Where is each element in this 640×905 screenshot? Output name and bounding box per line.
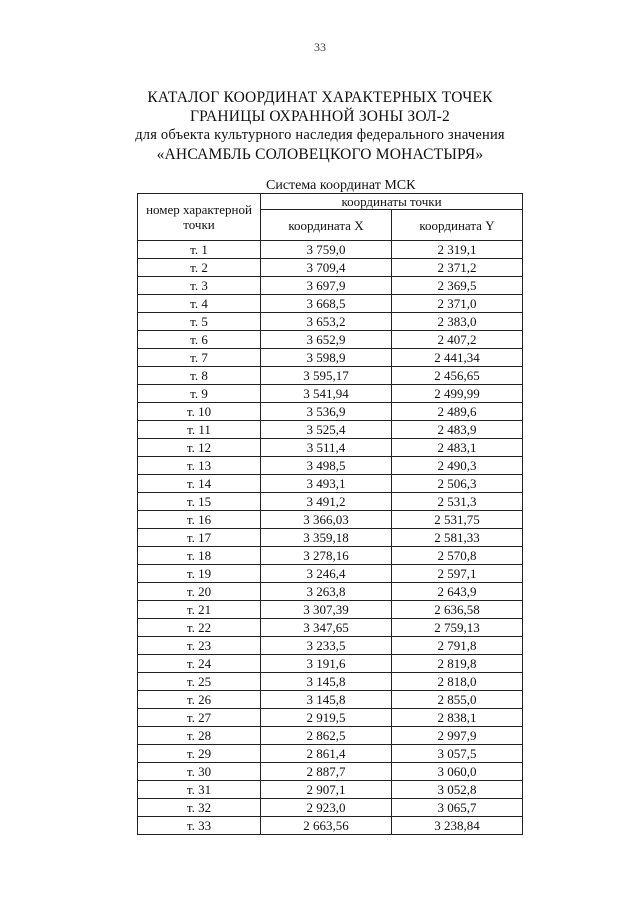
- table-body: [138, 241, 523, 835]
- y-cell: 2 855,0: [392, 691, 523, 709]
- table-row: [138, 601, 523, 619]
- header-coordinate-x: координата X: [261, 210, 392, 241]
- header-point-number: номер характерной точки: [138, 194, 261, 241]
- table-row: [138, 817, 523, 835]
- title-line-1: КАТАЛОГ КООРДИНАТ ХАРАКТЕРНЫХ ТОЧЕК: [147, 89, 493, 106]
- table-row: [138, 709, 523, 727]
- point-cell: т. 20: [138, 583, 261, 601]
- point-cell: т. 3: [138, 277, 261, 295]
- table-row: [138, 673, 523, 691]
- title-line-2: ГРАНИЦЫ ОХРАННОЙ ЗОНЫ ЗОЛ-2: [190, 108, 450, 125]
- x-cell: 3 307,39: [261, 601, 392, 619]
- point-cell: т. 6: [138, 331, 261, 349]
- y-cell: 3 238,84: [392, 817, 523, 835]
- x-cell: 2 663,56: [261, 817, 392, 835]
- table-row: [138, 637, 523, 655]
- y-cell: 2 570,8: [392, 547, 523, 565]
- y-cell: 2 319,1: [392, 241, 523, 259]
- x-cell: 3 536,9: [261, 403, 392, 421]
- point-cell: т. 11: [138, 421, 261, 439]
- x-cell: 3 595,17: [261, 367, 392, 385]
- y-cell: 2 441,34: [392, 349, 523, 367]
- y-cell: 2 581,33: [392, 529, 523, 547]
- x-cell: 3 145,8: [261, 691, 392, 709]
- point-cell: т. 16: [138, 511, 261, 529]
- table-row: [138, 259, 523, 277]
- y-cell: 2 371,2: [392, 259, 523, 277]
- point-cell: т. 5: [138, 313, 261, 331]
- table-row: [138, 295, 523, 313]
- table-row: [138, 565, 523, 583]
- table-row: [138, 313, 523, 331]
- x-cell: 3 145,8: [261, 673, 392, 691]
- point-cell: т. 22: [138, 619, 261, 637]
- table-row: [138, 529, 523, 547]
- point-cell: т. 7: [138, 349, 261, 367]
- y-cell: 3 057,5: [392, 745, 523, 763]
- x-cell: 3 498,5: [261, 457, 392, 475]
- point-cell: т. 31: [138, 781, 261, 799]
- point-cell: т. 14: [138, 475, 261, 493]
- x-cell: 2 923,0: [261, 799, 392, 817]
- x-cell: 3 233,5: [261, 637, 392, 655]
- table-row: [138, 277, 523, 295]
- x-cell: 3 598,9: [261, 349, 392, 367]
- y-cell: 3 065,7: [392, 799, 523, 817]
- point-cell: т. 12: [138, 439, 261, 457]
- x-cell: 3 511,4: [261, 439, 392, 457]
- table-row: [138, 349, 523, 367]
- y-cell: 2 371,0: [392, 295, 523, 313]
- point-cell: т. 33: [138, 817, 261, 835]
- point-cell: т. 32: [138, 799, 261, 817]
- y-cell: 2 490,3: [392, 457, 523, 475]
- point-cell: т. 2: [138, 259, 261, 277]
- table-row: [138, 385, 523, 403]
- page-number: 33: [314, 40, 326, 54]
- y-cell: 2 506,3: [392, 475, 523, 493]
- x-cell: 2 861,4: [261, 745, 392, 763]
- point-cell: т. 27: [138, 709, 261, 727]
- y-cell: 2 643,9: [392, 583, 523, 601]
- x-cell: 3 366,03: [261, 511, 392, 529]
- point-cell: т. 13: [138, 457, 261, 475]
- table-row: [138, 493, 523, 511]
- table-row: [138, 421, 523, 439]
- point-cell: т. 21: [138, 601, 261, 619]
- y-cell: 2 636,58: [392, 601, 523, 619]
- table-row: [138, 439, 523, 457]
- y-cell: 3 060,0: [392, 763, 523, 781]
- header-point-coordinates: координаты точки: [261, 194, 523, 210]
- y-cell: 2 407,2: [392, 331, 523, 349]
- point-cell: т. 9: [138, 385, 261, 403]
- table-row: [138, 619, 523, 637]
- table-row: [138, 241, 523, 259]
- x-cell: 3 541,94: [261, 385, 392, 403]
- x-cell: 3 191,6: [261, 655, 392, 673]
- x-cell: 3 347,65: [261, 619, 392, 637]
- x-cell: 2 919,5: [261, 709, 392, 727]
- x-cell: 3 697,9: [261, 277, 392, 295]
- y-cell: 2 838,1: [392, 709, 523, 727]
- table-row: [138, 511, 523, 529]
- y-cell: 2 997,9: [392, 727, 523, 745]
- table-row: [138, 367, 523, 385]
- point-cell: т. 18: [138, 547, 261, 565]
- table-row: [138, 799, 523, 817]
- table-row: [138, 547, 523, 565]
- y-cell: 2 759,13: [392, 619, 523, 637]
- table-row: [138, 745, 523, 763]
- point-cell: т. 1: [138, 241, 261, 259]
- x-cell: 2 887,7: [261, 763, 392, 781]
- x-cell: 2 907,1: [261, 781, 392, 799]
- x-cell: 3 652,9: [261, 331, 392, 349]
- x-cell: 3 668,5: [261, 295, 392, 313]
- table-row: [138, 763, 523, 781]
- title-line-3: для объекта культурного наследия федерального значения: [135, 127, 505, 143]
- y-cell: 2 597,1: [392, 565, 523, 583]
- coordinates-table: [137, 193, 523, 835]
- point-cell: т. 17: [138, 529, 261, 547]
- table-row: [138, 583, 523, 601]
- y-cell: 2 499,99: [392, 385, 523, 403]
- table-row: [138, 403, 523, 421]
- header-coordinate-y: координата Y: [392, 210, 523, 241]
- y-cell: 3 052,8: [392, 781, 523, 799]
- y-cell: 2 791,8: [392, 637, 523, 655]
- table-row: [138, 691, 523, 709]
- x-cell: 3 759,0: [261, 241, 392, 259]
- y-cell: 2 818,0: [392, 673, 523, 691]
- y-cell: 2 531,3: [392, 493, 523, 511]
- title-line-4: «АНСАМБЛЬ СОЛОВЕЦКОГО МОНАСТЫРЯ»: [156, 146, 484, 163]
- table-row: [138, 331, 523, 349]
- point-cell: т. 10: [138, 403, 261, 421]
- y-cell: 2 483,9: [392, 421, 523, 439]
- point-cell: т. 26: [138, 691, 261, 709]
- x-cell: 3 278,16: [261, 547, 392, 565]
- x-cell: 3 263,8: [261, 583, 392, 601]
- point-cell: т. 28: [138, 727, 261, 745]
- table-row: [138, 655, 523, 673]
- point-cell: т. 8: [138, 367, 261, 385]
- x-cell: 3 653,2: [261, 313, 392, 331]
- point-cell: т. 24: [138, 655, 261, 673]
- y-cell: 2 531,75: [392, 511, 523, 529]
- point-cell: т. 4: [138, 295, 261, 313]
- table-row: [138, 781, 523, 799]
- point-cell: т. 29: [138, 745, 261, 763]
- point-cell: т. 23: [138, 637, 261, 655]
- table-row: [138, 727, 523, 745]
- y-cell: 2 369,5: [392, 277, 523, 295]
- x-cell: 3 359,18: [261, 529, 392, 547]
- x-cell: 3 493,1: [261, 475, 392, 493]
- point-cell: т. 19: [138, 565, 261, 583]
- point-cell: т. 15: [138, 493, 261, 511]
- coordinate-system-label: Система координат МСК: [266, 178, 416, 193]
- x-cell: 3 525,4: [261, 421, 392, 439]
- x-cell: 3 491,2: [261, 493, 392, 511]
- table-row: [138, 475, 523, 493]
- document-title: [0, 88, 640, 164]
- table-row: [138, 457, 523, 475]
- y-cell: 2 489,6: [392, 403, 523, 421]
- y-cell: 2 483,1: [392, 439, 523, 457]
- x-cell: 3 246,4: [261, 565, 392, 583]
- point-cell: т. 30: [138, 763, 261, 781]
- x-cell: 3 709,4: [261, 259, 392, 277]
- point-cell: т. 25: [138, 673, 261, 691]
- y-cell: 2 456,65: [392, 367, 523, 385]
- y-cell: 2 819,8: [392, 655, 523, 673]
- y-cell: 2 383,0: [392, 313, 523, 331]
- x-cell: 2 862,5: [261, 727, 392, 745]
